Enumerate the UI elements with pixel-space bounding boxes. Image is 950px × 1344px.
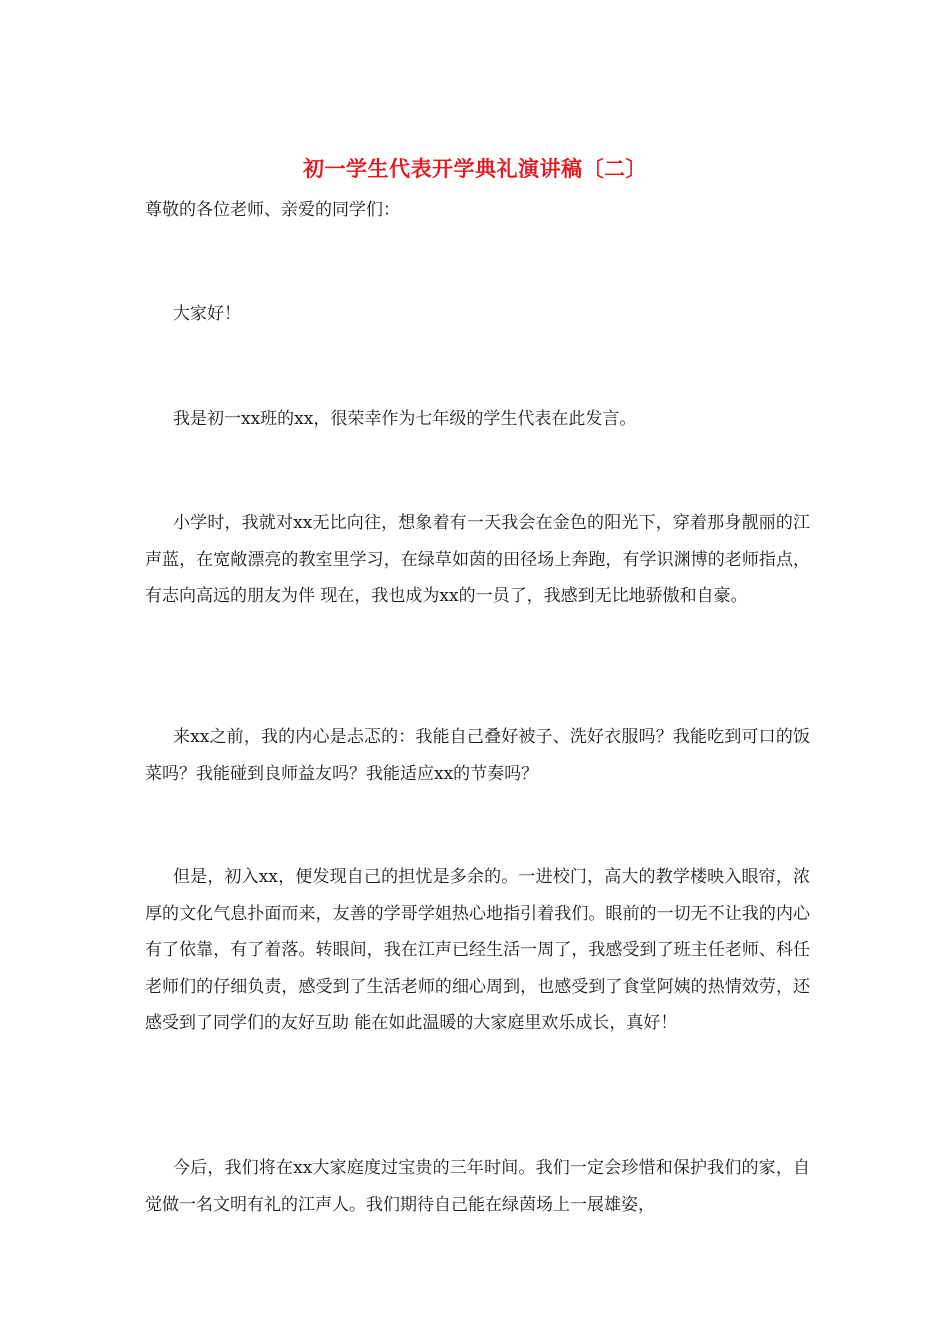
paragraph-worries: 来xx之前，我的内心是忐忑的：我能自己叠好被子、洗好衣服吗？我能吃到可口的饭菜吗？我能碰到良师益友吗？我能适应xx的节奏吗？: [145, 727, 810, 784]
paragraph-first-impressions: 但是，初入xx，便发现自己的担忧是多余的。一进校门，高大的教学楼映入眼帘，浓厚的文化气息扑面而来，友善的学哥学姐热心地指引着我们。眼前的一切无不让我的内心有了依靠，有了着落。转眼间，我在江声已经生活一周了，我感受到了班主任老师、科任老师们的仔细负责，感受到了生活老师的细心周到，也感受到了食堂阿姨的热情效劳，还感受到了同学们的友好互助 能在如此温暖的大家庭里欢乐成长，真好！: [145, 867, 810, 1033]
document-title: 初一学生代表开学典礼演讲稿〔二〕: [303, 156, 647, 181]
paragraph-greeting: 大家好！: [173, 304, 241, 324]
paragraph-introduction: 我是初一xx班的xx，很荣幸作为七年级的学生代表在此发言。: [173, 409, 637, 429]
salutation: 尊敬的各位老师、亲爱的同学们：: [145, 200, 400, 220]
paragraph-future: 今后，我们将在xx大家庭度过宝贵的三年时间。我们一定会珍惜和保护我们的家，自觉做一名文明有礼的江声人。我们期待自己能在绿茵场上一展雄姿，: [145, 1158, 810, 1215]
paragraph-primary-school: 小学时，我就对xx无比向往，想象着有一天我会在金色的阳光下，穿着那身靓丽的江声蓝，在宽敞漂亮的教室里学习，在绿草如茵的田径场上奔跑，有学识渊博的老师指点，有志向高远的朋友为伴 现在，我也成为xx的一员了，我感到无比地骄傲和自豪。: [145, 513, 810, 606]
